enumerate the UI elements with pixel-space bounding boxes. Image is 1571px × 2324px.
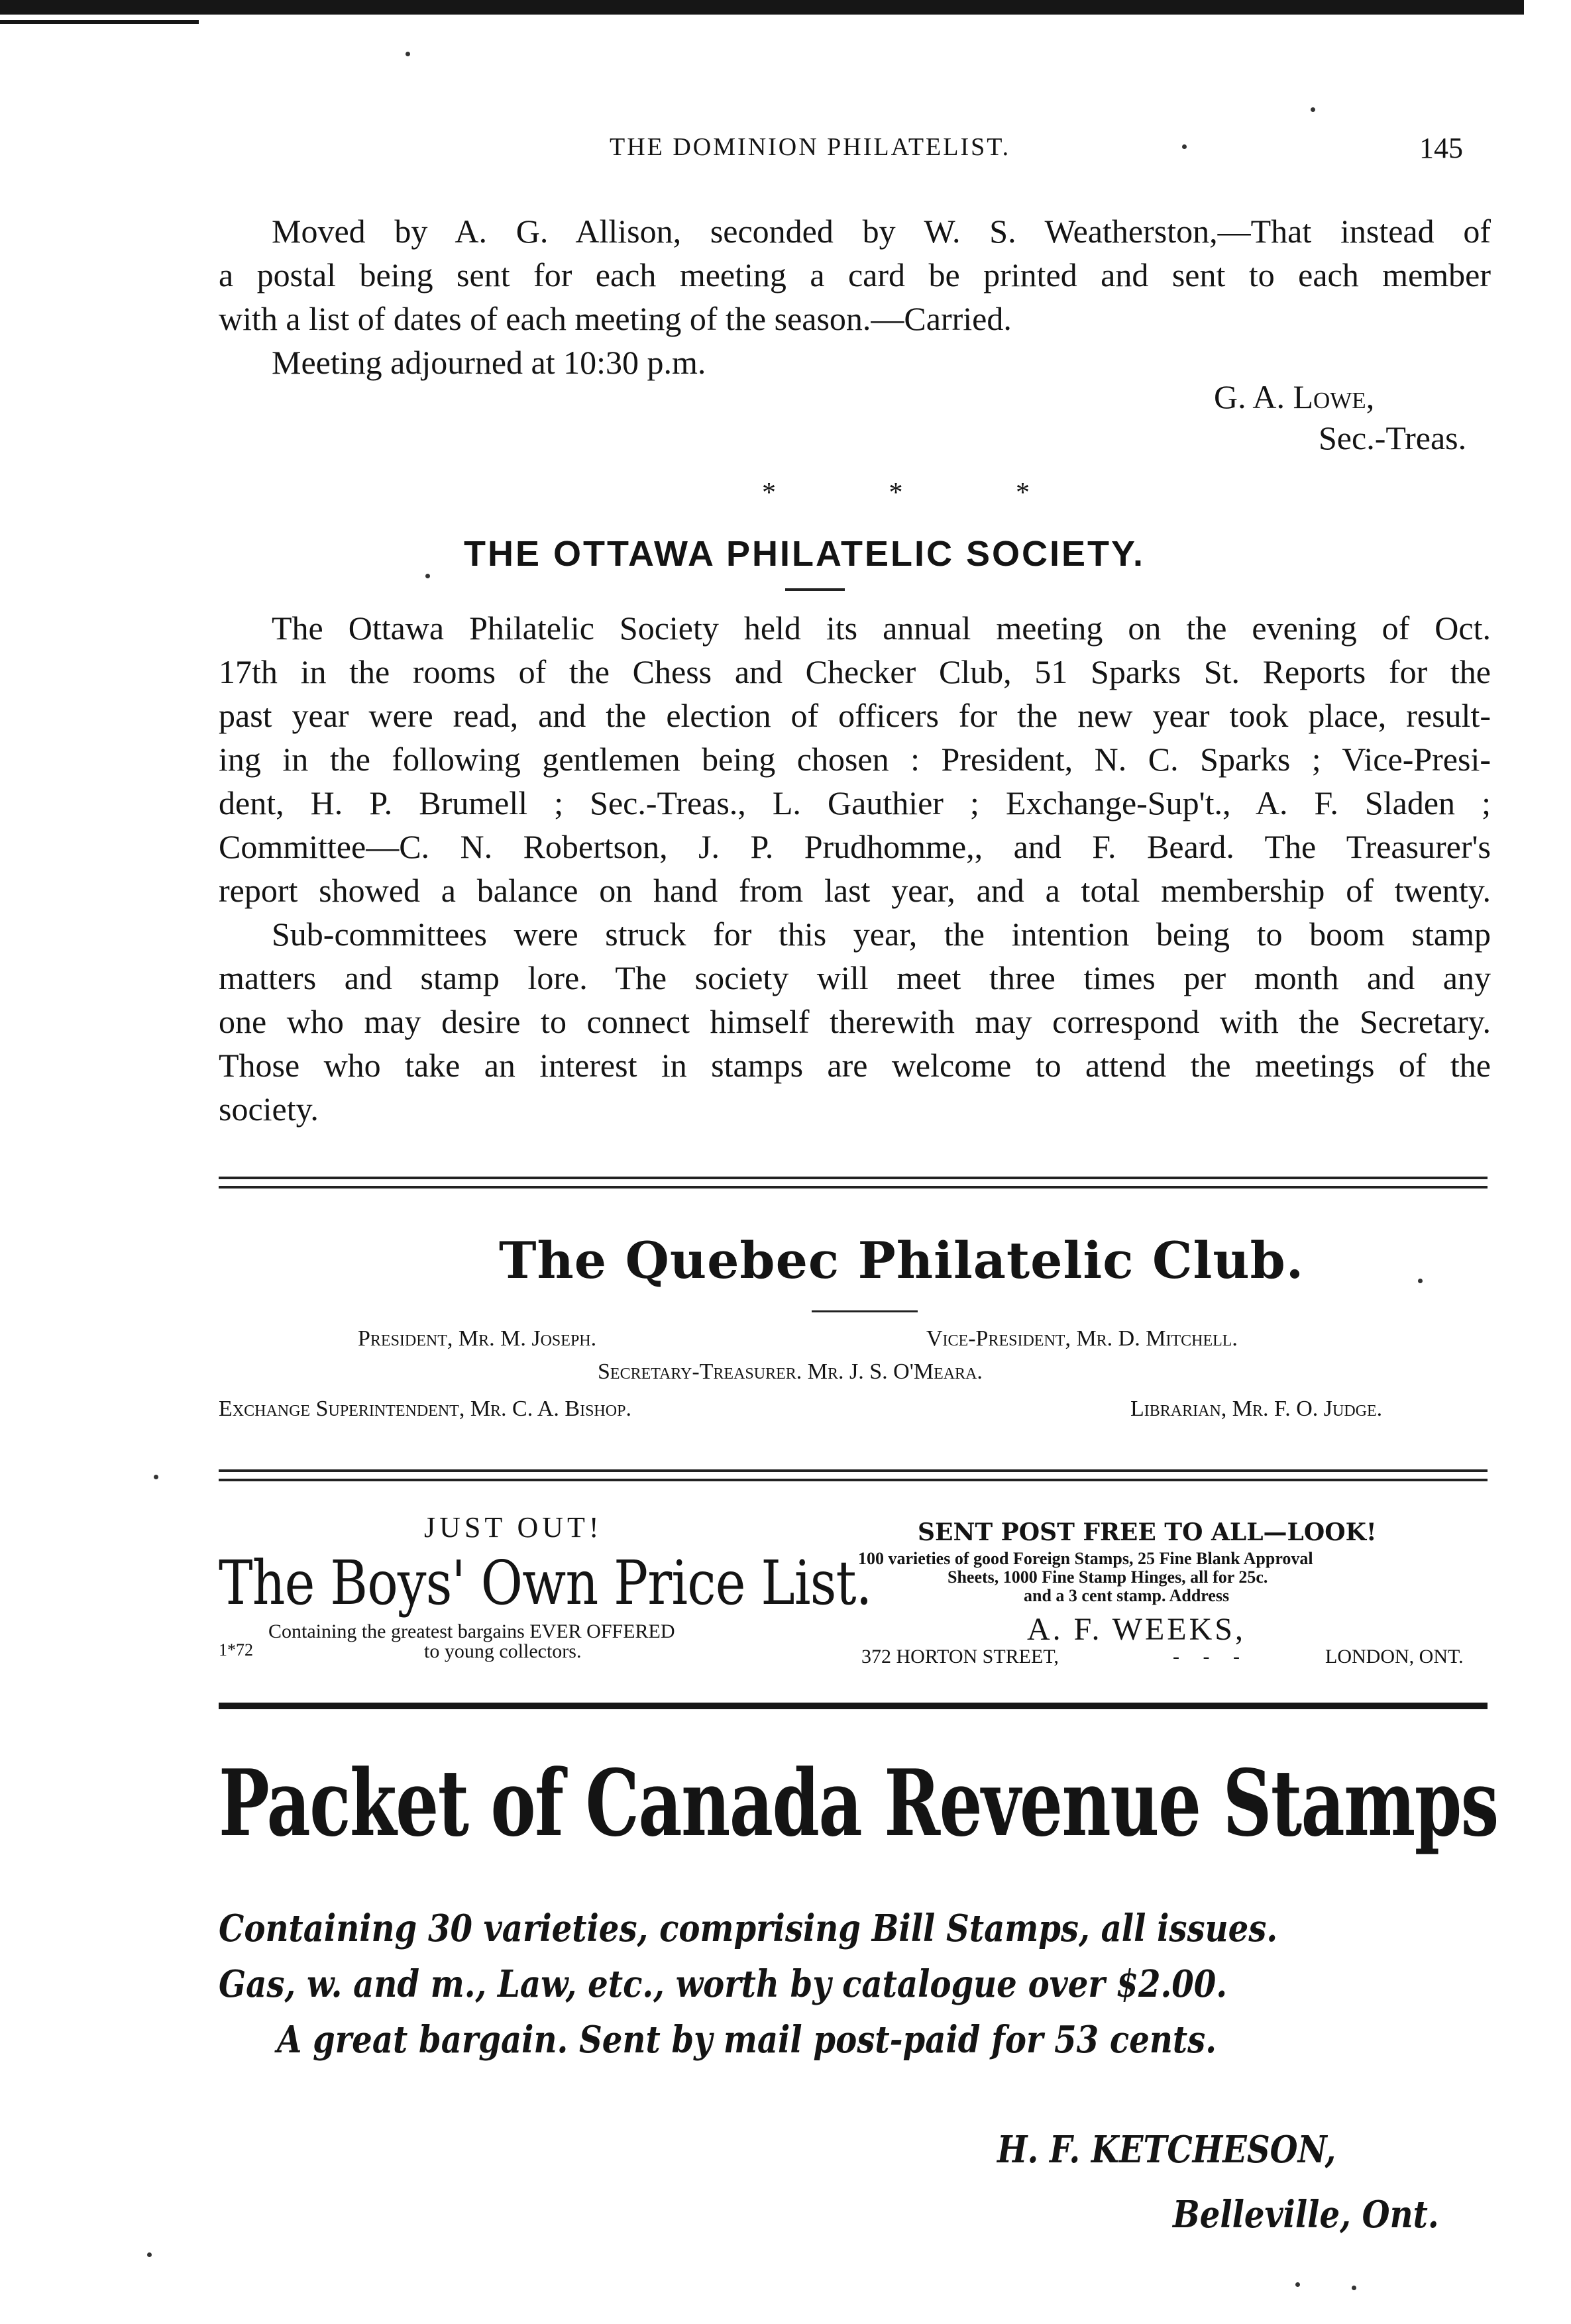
ad-boys-line-1: Containing the greatest bargains EVER OFFERED bbox=[268, 1620, 675, 1642]
ad-weeks-street: 372 HORTON STREET, bbox=[861, 1646, 1059, 1667]
text-line: Committee—C. N. Robertson, J. P. Prudhomme,, and F. Beard. The Treasurer's bbox=[219, 828, 1491, 865]
section-separator: * * * bbox=[762, 478, 1083, 508]
scan-speck bbox=[1418, 1279, 1423, 1283]
ad-weeks-city: LONDON, ONT. bbox=[1325, 1646, 1464, 1667]
ad-packet-headline: Packet of Canada Revenue Stamps bbox=[219, 1749, 1498, 1857]
text-line: 17th in the rooms of the Chess and Checker Club, 51 Sparks St. Reports for the bbox=[219, 653, 1491, 690]
top-border-rule bbox=[0, 0, 1524, 15]
scan-speck bbox=[406, 52, 410, 56]
ad-weeks-line-2: Sheets, 1000 Fine Stamp Hinges, all for 25c. bbox=[948, 1567, 1268, 1587]
text-line: ing in the following gentlemen being chosen : President, N. C. Sparks ; Vice-Presi- bbox=[219, 741, 1491, 778]
text-line: report showed a balance on hand from last year, and a total membership of twenty. bbox=[219, 872, 1491, 909]
running-head: THE DOMINION PHILATELIST. bbox=[610, 133, 1011, 161]
ad-weeks-dashes: - - - bbox=[1173, 1646, 1249, 1667]
adjourned-line: Meeting adjourned at 10:30 p.m. bbox=[272, 344, 706, 381]
scan-speck bbox=[1182, 144, 1187, 149]
scan-speck bbox=[425, 574, 430, 578]
ottawa-heading: THE OTTAWA PHILATELIC SOCIETY. bbox=[464, 534, 1146, 574]
ad-packet-place: Belleville, Ont. bbox=[1173, 2193, 1439, 2237]
quebec-exchange: Exchange Superintendent, Mr. C. A. Bishop. bbox=[219, 1397, 631, 1421]
scan-speck bbox=[154, 1475, 158, 1479]
quebec-secretary: Secretary-Treasurer. Mr. J. S. O'Meara. bbox=[598, 1359, 983, 1384]
top-border-tail bbox=[0, 20, 199, 24]
text-line: Those who take an interest in stamps are welcome to attend the meetings of the bbox=[219, 1047, 1491, 1084]
text-line: past year were read, and the election of officers for the new year took place, result- bbox=[219, 697, 1491, 734]
text-line: Sub-committees were struck for this year, the intention being to boom stamp bbox=[272, 916, 1491, 953]
ad-packet-line-2: Gas, w. and m., Law, etc., worth by catalogue over $2.00. bbox=[219, 1962, 1228, 2006]
text-line: dent, H. P. Brumell ; Sec.-Treas., L. Gauthier ; Exchange-Sup't., A. F. Sladen ; bbox=[219, 784, 1491, 821]
ad-packet-line-3: A great bargain. Sent by mail post-paid for 53 cents. bbox=[277, 2018, 1217, 2062]
ad-packet-line-1: Containing 30 varieties, comprising Bill Stamps, all issues. bbox=[219, 1907, 1278, 1950]
double-rule-bottom bbox=[219, 1479, 1488, 1481]
ad-weeks-name: A. F. WEEKS, bbox=[1027, 1612, 1246, 1647]
text-line: matters and stamp lore. The society will meet three times per month and any bbox=[219, 959, 1491, 996]
ad-kicker: JUST OUT! bbox=[424, 1511, 603, 1544]
double-rule-top bbox=[219, 1469, 1488, 1472]
scan-speck bbox=[1311, 107, 1315, 112]
quebec-president: President, Mr. M. Joseph. bbox=[358, 1326, 597, 1351]
text-line: a postal being sent for each meeting a card be printed and sent to each member bbox=[219, 256, 1491, 293]
quebec-heading: The Quebec Philatelic Club. bbox=[499, 1231, 1305, 1290]
thick-rule bbox=[219, 1703, 1488, 1709]
scan-speck bbox=[1352, 2286, 1356, 2290]
double-rule-bottom bbox=[219, 1186, 1488, 1188]
text-line: society. bbox=[219, 1090, 319, 1128]
minutes-paragraph bbox=[219, 209, 1491, 384]
double-rule-top bbox=[219, 1177, 1488, 1179]
text-line: Moved by A. G. Allison, seconded by W. S. Weatherston,—That instead of bbox=[272, 213, 1491, 250]
text-line: one who may desire to connect himself therewith may correspond with the Secretary. bbox=[219, 1003, 1491, 1040]
ad-weeks-headline: SENT POST FREE TO ALL—LOOK! bbox=[918, 1518, 1377, 1546]
ad-boys-code: 1*72 bbox=[219, 1640, 253, 1660]
heading-underline bbox=[785, 588, 845, 591]
page-number: 145 bbox=[1419, 132, 1463, 164]
quebec-vice-president: Vice-President, Mr. D. Mitchell. bbox=[926, 1326, 1238, 1351]
text-line: The Ottawa Philatelic Society held its annual meeting on the evening of Oct. bbox=[272, 609, 1491, 647]
signature-name: G. A. Lowe, bbox=[1214, 378, 1375, 415]
scan-speck bbox=[1295, 2282, 1300, 2287]
ottawa-paragraph-1 bbox=[219, 606, 1491, 912]
text-line: with a list of dates of each meeting of the season.—Carried. bbox=[219, 300, 1012, 337]
ad-weeks-line-3: and a 3 cent stamp. Address bbox=[1024, 1586, 1230, 1605]
scan-speck bbox=[147, 2252, 152, 2257]
ad-boys-line-2: to young collectors. bbox=[424, 1640, 582, 1662]
ad-boys-title: The Boys' Own Price List. bbox=[219, 1548, 872, 1618]
signature-title: Sec.-Treas. bbox=[1319, 419, 1467, 456]
ad-weeks-line-1: 100 varieties of good Foreign Stamps, 25 Fine Blank Approval bbox=[858, 1549, 1313, 1568]
ottawa-paragraph-2 bbox=[219, 912, 1491, 1131]
heading-underline bbox=[812, 1310, 918, 1312]
quebec-librarian: Librarian, Mr. F. O. Judge. bbox=[1130, 1397, 1383, 1421]
ad-packet-name: H. F. KETCHESON, bbox=[997, 2128, 1336, 2172]
